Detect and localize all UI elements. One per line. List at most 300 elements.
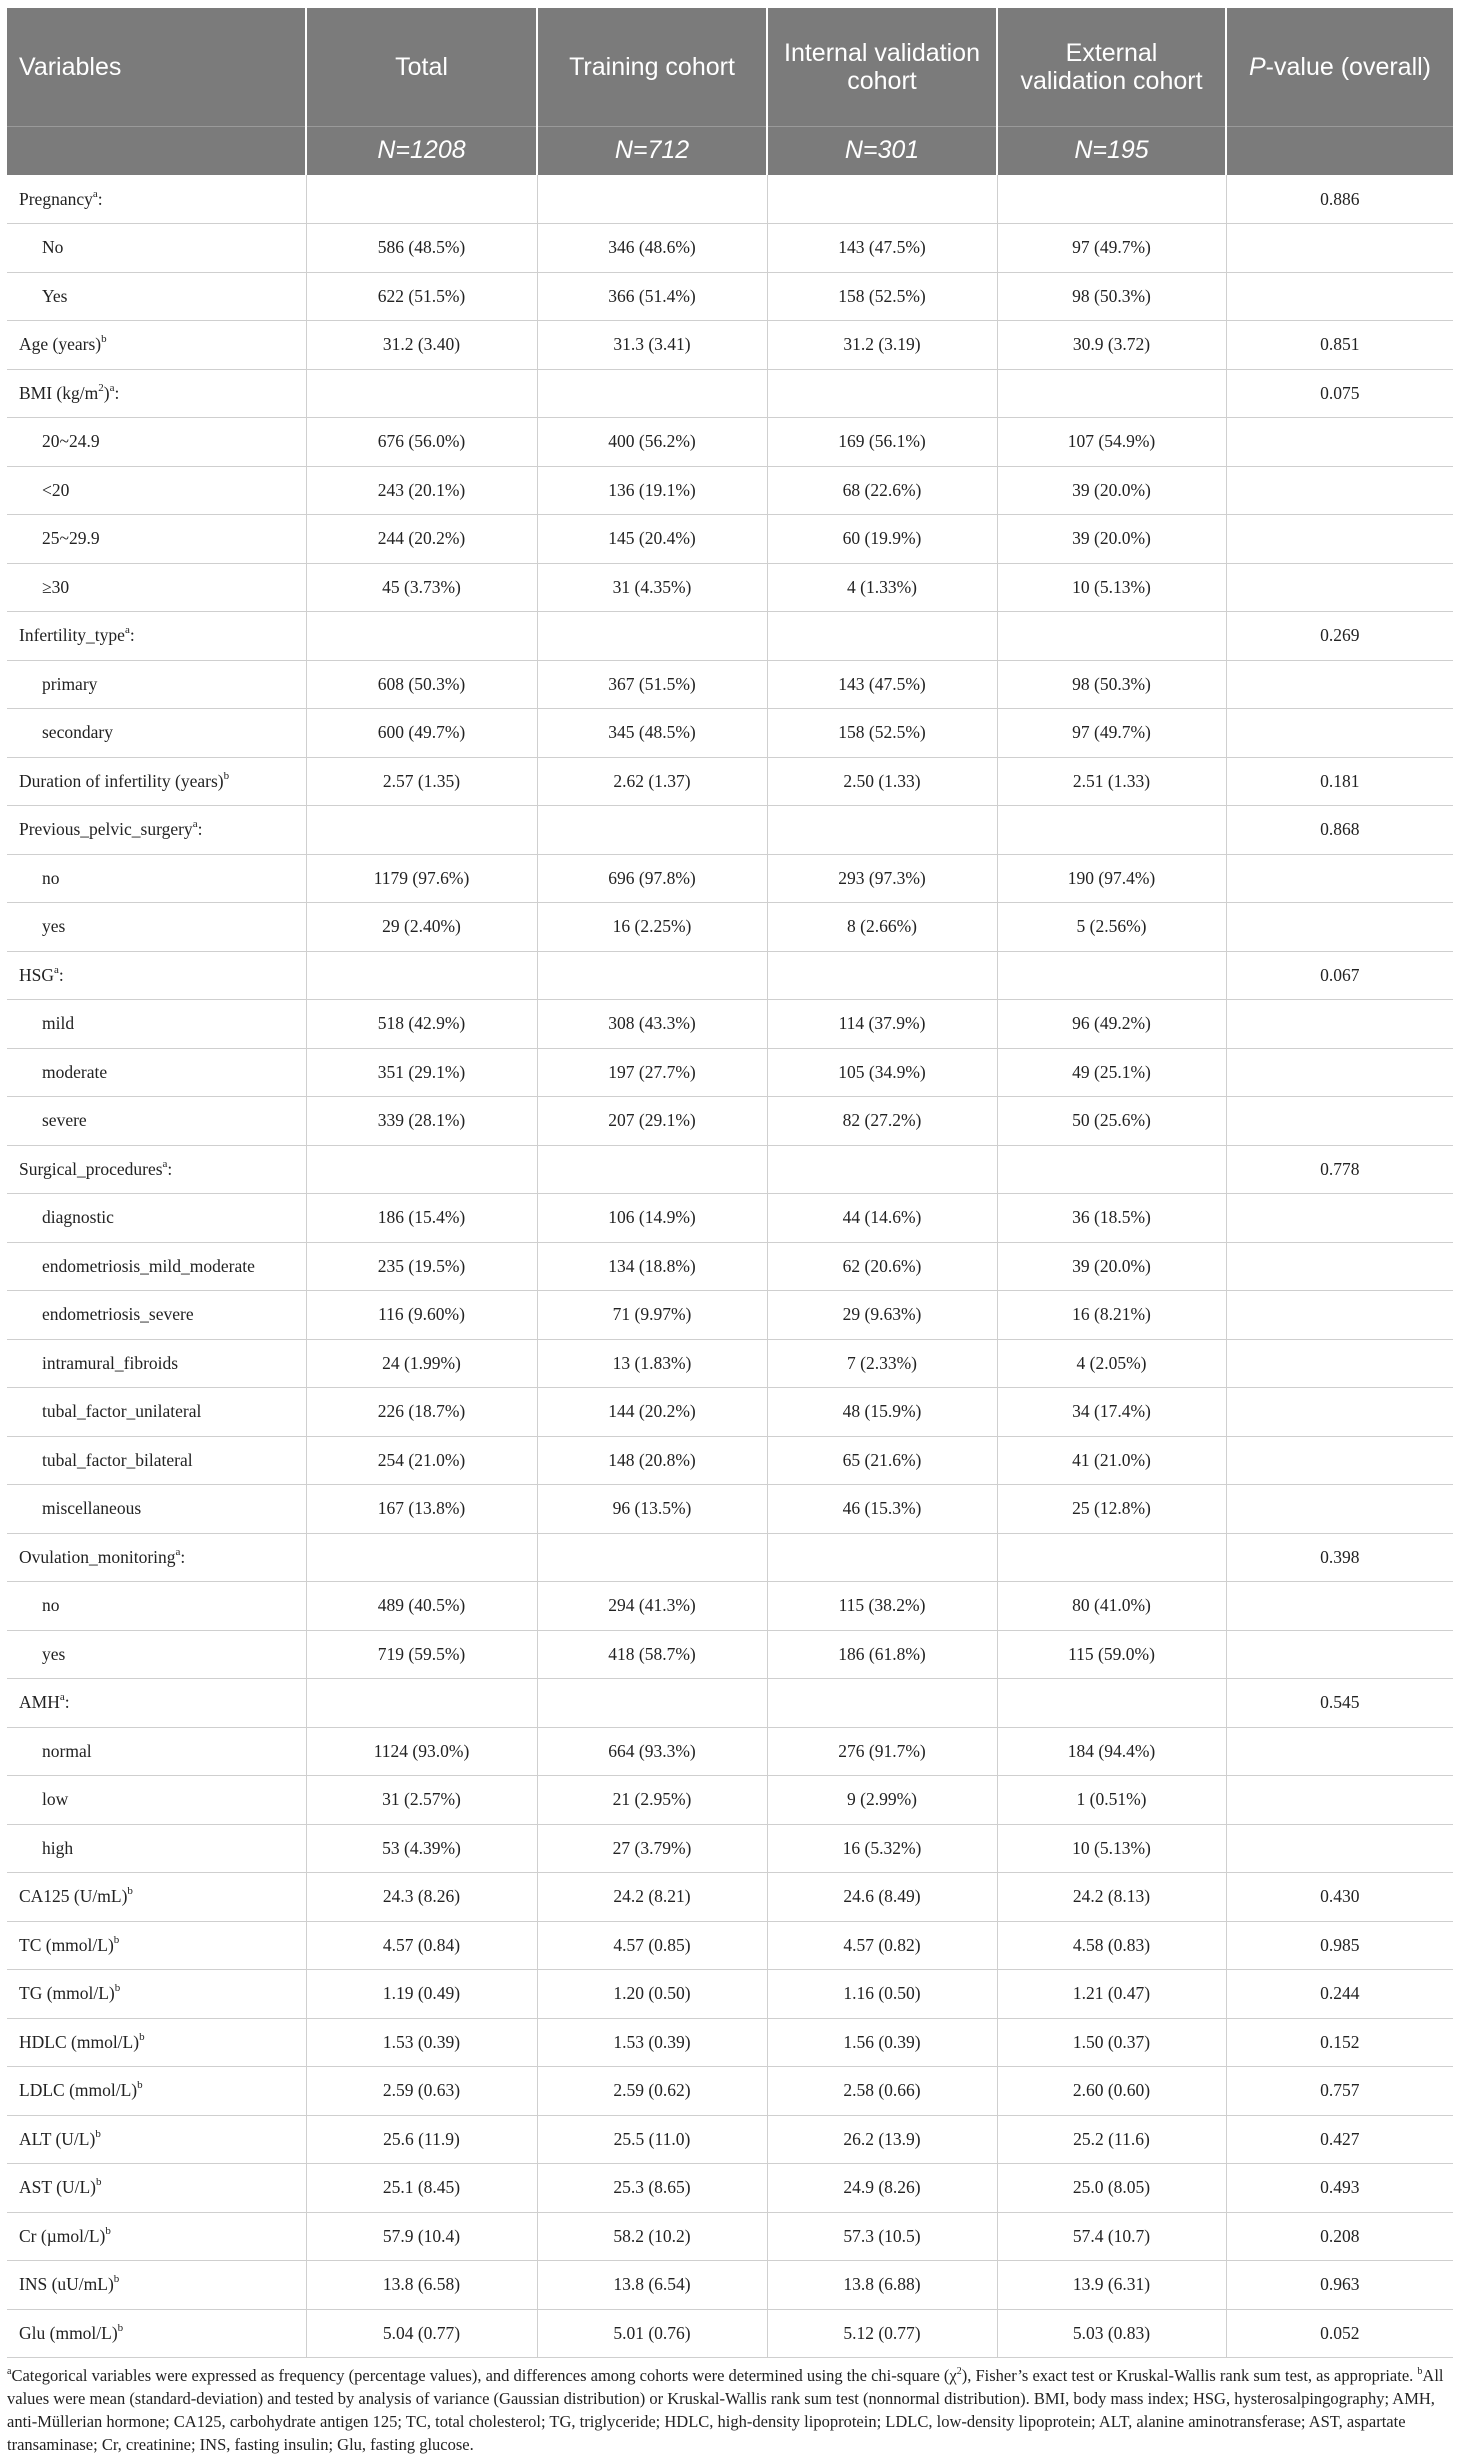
cell-training: 197 (27.7%) (537, 1048, 767, 1097)
row-label: normal (42, 1740, 92, 1761)
row-variable (7, 1533, 306, 1582)
cell-p: 0.398 (1226, 1533, 1453, 1582)
cell-external: 57.4 (10.7) (997, 2212, 1226, 2261)
row-label: high (42, 1837, 74, 1858)
cell-total (306, 806, 537, 855)
cell-total: 167 (13.8%) (306, 1485, 537, 1534)
cell-p: 0.963 (1226, 2261, 1453, 2310)
table-row (7, 1097, 1453, 1146)
row-label: primary (42, 673, 98, 694)
row-label-suffix: : (58, 964, 64, 985)
table-row (7, 1436, 1453, 1485)
cell-external: 4.58 (0.83) (997, 1921, 1226, 1970)
cell-external: 1.50 (0.37) (997, 2018, 1226, 2067)
header-internal-validation-cohort: Internal validation cohort (767, 8, 997, 126)
cell-internal: 158 (52.5%) (767, 709, 997, 758)
row-label-exponent: 2 (98, 381, 104, 394)
row-variable (7, 1194, 306, 1243)
row-label: AMH (19, 1692, 60, 1713)
cell-p (1226, 224, 1453, 273)
row-variable (7, 951, 306, 1000)
row-label: no (42, 867, 60, 888)
table-row (7, 2212, 1453, 2261)
cell-external: 4 (2.05%) (997, 1339, 1226, 1388)
row-label-suffix: : (167, 1158, 173, 1179)
footnote-a-text-1: Categorical variables were expressed as frequency (percentage values), and differences among cohorts were determined using the chi-square (χ (11, 2366, 957, 2385)
row-footnote-mark: b (137, 2079, 143, 2092)
cell-external (997, 951, 1226, 1000)
row-label: mild (42, 1013, 75, 1034)
row-variable (7, 2164, 306, 2213)
cell-external: 10 (5.13%) (997, 563, 1226, 612)
row-label: INS (uU/mL) (19, 2274, 114, 2295)
row-variable (7, 1582, 306, 1631)
row-variable (7, 660, 306, 709)
cell-p (1226, 272, 1453, 321)
row-footnote-mark: b (105, 2224, 111, 2237)
row-label: Glu (mmol/L) (19, 2322, 118, 2343)
baseline-characteristics-table (7, 8, 1453, 2358)
cell-training: 345 (48.5%) (537, 709, 767, 758)
cell-total (306, 1145, 537, 1194)
row-label: secondary (42, 722, 113, 743)
cell-total: 53 (4.39%) (306, 1824, 537, 1873)
row-variable (7, 1097, 306, 1146)
cell-training: 13.8 (6.54) (537, 2261, 767, 2310)
cell-p (1226, 1339, 1453, 1388)
row-variable (7, 466, 306, 515)
table-row (7, 951, 1453, 1000)
cell-internal: 46 (15.3%) (767, 1485, 997, 1534)
cell-total: 1.19 (0.49) (306, 1970, 537, 2019)
header-n-training: N=712 (537, 126, 767, 175)
row-label: Cr (µmol/L) (19, 2225, 106, 2246)
cell-internal (767, 1533, 997, 1582)
row-label: intramural_fibroids (42, 1352, 179, 1373)
cell-total: 24 (1.99%) (306, 1339, 537, 1388)
cell-external: 34 (17.4%) (997, 1388, 1226, 1437)
cell-p (1226, 709, 1453, 758)
row-footnote-mark: b (101, 333, 107, 346)
row-footnote-mark: b (95, 2176, 102, 2189)
table-row (7, 903, 1453, 952)
cell-external: 25 (12.8%) (997, 1485, 1226, 1534)
table-row (7, 2115, 1453, 2164)
row-variable (7, 2212, 306, 2261)
row-label: CA125 (U/mL) (19, 1886, 128, 1907)
row-label: LDLC (mmol/L) (19, 2080, 138, 2101)
row-variable (7, 1485, 306, 1534)
row-variable (7, 369, 306, 418)
cell-total: 226 (18.7%) (306, 1388, 537, 1437)
cell-internal: 143 (47.5%) (767, 660, 997, 709)
cell-p: 0.886 (1226, 175, 1453, 224)
cell-p (1226, 515, 1453, 564)
cell-training (537, 612, 767, 661)
cell-p (1226, 903, 1453, 952)
cell-internal: 26.2 (13.9) (767, 2115, 997, 2164)
table-row (7, 1388, 1453, 1437)
row-label: moderate (42, 1061, 108, 1082)
cell-internal: 169 (56.1%) (767, 418, 997, 467)
footnote-b-text: All values were mean (standard-deviation) and tested by analysis of variance (Gaussian distribution) or Kruskal-Wallis rank sum test (nonnormal distribution). BMI, body mass index; HSG, hysterosalpingography; AMH, anti-Müllerian hormone; CA125, carbohydrate antigen 125; TC, total cholesterol; TG, triglyceride; HDLC, high-density lipoprotein; LDLC, low-density lipoprotein; ALT, alanine aminotransferase; AST, aspartate transaminase; Cr, creatinine; INS, fasting insulin; Glu, fasting glucose. (7, 2366, 1444, 2454)
cell-internal: 114 (37.9%) (767, 1000, 997, 1049)
row-variable (7, 1291, 306, 1340)
cell-external: 5.03 (0.83) (997, 2309, 1226, 2358)
cell-internal: 24.9 (8.26) (767, 2164, 997, 2213)
cell-total: 24.3 (8.26) (306, 1873, 537, 1922)
cell-internal: 82 (27.2%) (767, 1097, 997, 1146)
cell-p: 0.052 (1226, 2309, 1453, 2358)
cell-total: 1.53 (0.39) (306, 2018, 537, 2067)
row-label: low (42, 1789, 69, 1810)
cell-internal (767, 806, 997, 855)
footnote-a-text-2: ), Fisher’s exact test or Kruskal-Wallis rank sum test, as appropriate. (961, 2366, 1418, 2385)
row-label: TG (mmol/L) (19, 1983, 115, 2004)
cell-total (306, 951, 537, 1000)
table-body (7, 175, 1453, 2358)
row-footnote-mark: b (127, 1885, 133, 1898)
cell-p: 0.851 (1226, 321, 1453, 370)
row-footnote-mark: a (92, 187, 98, 200)
cell-p: 0.430 (1226, 1873, 1453, 1922)
row-label: yes (42, 1643, 66, 1664)
cell-p: 0.067 (1226, 951, 1453, 1000)
cell-internal: 2.58 (0.66) (767, 2067, 997, 2116)
cell-training: 1.20 (0.50) (537, 1970, 767, 2019)
cell-external: 39 (20.0%) (997, 466, 1226, 515)
row-label: tubal_factor_bilateral (42, 1449, 193, 1470)
row-label: diagnostic (42, 1207, 114, 1228)
row-label: Ovulation_monitoring (19, 1546, 176, 1567)
table-row (7, 1000, 1453, 1049)
row-footnote-mark: a (124, 624, 130, 637)
cell-training: 96 (13.5%) (537, 1485, 767, 1534)
cell-total: 57.9 (10.4) (306, 2212, 537, 2261)
cell-total (306, 1533, 537, 1582)
table-row (7, 1194, 1453, 1243)
table-row (7, 1339, 1453, 1388)
cell-total: 2.57 (1.35) (306, 757, 537, 806)
cell-training: 696 (97.8%) (537, 854, 767, 903)
cell-p: 0.427 (1226, 2115, 1453, 2164)
cell-internal: 60 (19.9%) (767, 515, 997, 564)
cell-total: 339 (28.1%) (306, 1097, 537, 1146)
header-variables: Variables (7, 8, 306, 126)
row-variable (7, 418, 306, 467)
cell-external: 97 (49.7%) (997, 224, 1226, 273)
header-total: Total (306, 8, 537, 126)
row-footnote-mark: a (192, 818, 198, 831)
cell-external: 25.2 (11.6) (997, 2115, 1226, 2164)
cell-training (537, 951, 767, 1000)
cell-training: 25.3 (8.65) (537, 2164, 767, 2213)
row-variable (7, 1921, 306, 1970)
row-footnote-mark: b (95, 2127, 101, 2140)
table-row (7, 2018, 1453, 2067)
cell-total: 1124 (93.0%) (306, 1727, 537, 1776)
header-n-internal: N=301 (767, 126, 997, 175)
header-p-value (1226, 8, 1453, 126)
table-row (7, 1582, 1453, 1631)
row-label: 20~24.9 (42, 431, 100, 452)
header-training-cohort: Training cohort (537, 8, 767, 126)
table-row (7, 418, 1453, 467)
cell-p (1226, 1630, 1453, 1679)
cell-external: 50 (25.6%) (997, 1097, 1226, 1146)
cell-external: 13.9 (6.31) (997, 2261, 1226, 2310)
cell-external: 98 (50.3%) (997, 272, 1226, 321)
row-footnote-mark: b (223, 769, 230, 782)
cell-external (997, 175, 1226, 224)
table-row (7, 369, 1453, 418)
cell-total: 518 (42.9%) (306, 1000, 537, 1049)
cell-p (1226, 466, 1453, 515)
row-variable (7, 2309, 306, 2358)
row-label: endometriosis_mild_moderate (42, 1255, 255, 1276)
row-variable (7, 2261, 306, 2310)
table-row (7, 1145, 1453, 1194)
table-row (7, 515, 1453, 564)
cell-external: 96 (49.2%) (997, 1000, 1226, 1049)
cell-training: 25.5 (11.0) (537, 2115, 767, 2164)
cell-total (306, 369, 537, 418)
table-footnote (7, 2364, 1453, 2456)
row-variable (7, 1679, 306, 1728)
row-variable (7, 612, 306, 661)
cell-external: 5 (2.56%) (997, 903, 1226, 952)
row-variable (7, 1388, 306, 1437)
header-n-total: N=1208 (306, 126, 537, 175)
row-label: <20 (42, 479, 70, 500)
cell-p (1226, 1000, 1453, 1049)
row-variable (7, 757, 306, 806)
row-label-suffix: : (64, 1692, 70, 1713)
header-n-blank (7, 126, 306, 175)
cell-training: 136 (19.1%) (537, 466, 767, 515)
cell-total: 13.8 (6.58) (306, 2261, 537, 2310)
cell-training: 664 (93.3%) (537, 1727, 767, 1776)
row-label: 25~29.9 (42, 528, 100, 549)
table-row (7, 1873, 1453, 1922)
cell-total: 45 (3.73%) (306, 563, 537, 612)
row-label: severe (42, 1110, 87, 1131)
cell-internal: 276 (91.7%) (767, 1727, 997, 1776)
cell-total: 5.04 (0.77) (306, 2309, 537, 2358)
cell-internal (767, 951, 997, 1000)
row-label: BMI (kg/m (19, 382, 99, 403)
cell-total: 25.1 (8.45) (306, 2164, 537, 2213)
cell-p (1226, 1776, 1453, 1825)
cell-internal: 1.56 (0.39) (767, 2018, 997, 2067)
cell-internal: 2.50 (1.33) (767, 757, 997, 806)
header-n-p-blank (1226, 126, 1453, 175)
cell-training: 308 (43.3%) (537, 1000, 767, 1049)
row-variable (7, 1048, 306, 1097)
row-label: Previous_pelvic_surgery (19, 819, 193, 840)
cell-training: 2.59 (0.62) (537, 2067, 767, 2116)
cell-p (1226, 563, 1453, 612)
cell-total: 489 (40.5%) (306, 1582, 537, 1631)
cell-external (997, 369, 1226, 418)
table-row (7, 1048, 1453, 1097)
cell-internal: 158 (52.5%) (767, 272, 997, 321)
row-variable (7, 563, 306, 612)
cell-training: 134 (18.8%) (537, 1242, 767, 1291)
cell-training: 58.2 (10.2) (537, 2212, 767, 2261)
cell-internal: 5.12 (0.77) (767, 2309, 997, 2358)
cell-internal (767, 1679, 997, 1728)
cell-training: 27 (3.79%) (537, 1824, 767, 1873)
row-footnote-mark: b (113, 2273, 120, 2286)
cell-training: 21 (2.95%) (537, 1776, 767, 1825)
cell-external: 107 (54.9%) (997, 418, 1226, 467)
table-row (7, 2309, 1453, 2358)
cell-internal: 1.16 (0.50) (767, 1970, 997, 2019)
cell-total (306, 612, 537, 661)
cell-p: 0.208 (1226, 2212, 1453, 2261)
cell-external: 80 (41.0%) (997, 1582, 1226, 1631)
table-row (7, 224, 1453, 273)
cell-external (997, 1145, 1226, 1194)
cell-p: 0.868 (1226, 806, 1453, 855)
cell-internal: 4.57 (0.82) (767, 1921, 997, 1970)
row-variable (7, 321, 306, 370)
cell-external: 1 (0.51%) (997, 1776, 1226, 1825)
cell-external: 10 (5.13%) (997, 1824, 1226, 1873)
row-variable (7, 709, 306, 758)
row-footnote-mark: a (109, 381, 115, 394)
cell-training: 367 (51.5%) (537, 660, 767, 709)
table-row (7, 2164, 1453, 2213)
cell-training: 106 (14.9%) (537, 1194, 767, 1243)
row-label: no (42, 1595, 60, 1616)
table-row (7, 1485, 1453, 1534)
cell-training: 145 (20.4%) (537, 515, 767, 564)
cell-total: 243 (20.1%) (306, 466, 537, 515)
row-label: endometriosis_severe (42, 1304, 194, 1325)
header-n-row (7, 126, 1453, 175)
cell-total: 235 (19.5%) (306, 1242, 537, 1291)
cell-training: 144 (20.2%) (537, 1388, 767, 1437)
footnote-a-mark: a (7, 2365, 12, 2377)
cell-internal (767, 369, 997, 418)
cell-training: 418 (58.7%) (537, 1630, 767, 1679)
row-label-suffix: : (97, 188, 103, 209)
row-variable (7, 272, 306, 321)
table-header (7, 8, 1453, 175)
row-label-tail: ) (103, 382, 110, 403)
row-footnote-mark: b (117, 2321, 124, 2334)
cell-internal: 186 (61.8%) (767, 1630, 997, 1679)
cell-external: 97 (49.7%) (997, 709, 1226, 758)
cell-external (997, 1679, 1226, 1728)
cell-total: 600 (49.7%) (306, 709, 537, 758)
header-n-external: N=195 (997, 126, 1226, 175)
row-label-suffix: : (129, 625, 135, 646)
table-row (7, 1824, 1453, 1873)
cell-internal (767, 612, 997, 661)
cell-external: 39 (20.0%) (997, 515, 1226, 564)
row-variable (7, 2018, 306, 2067)
cell-total: 622 (51.5%) (306, 272, 537, 321)
row-variable (7, 2115, 306, 2164)
row-label: AST (U/L) (19, 2177, 96, 2198)
cell-internal: 13.8 (6.88) (767, 2261, 997, 2310)
cell-internal: 105 (34.9%) (767, 1048, 997, 1097)
table-row (7, 466, 1453, 515)
row-label: HDLC (mmol/L) (19, 2031, 140, 2052)
cell-p (1226, 1436, 1453, 1485)
cell-training (537, 806, 767, 855)
row-label: miscellaneous (42, 1498, 142, 1519)
cell-training: 16 (2.25%) (537, 903, 767, 952)
cell-training: 294 (41.3%) (537, 1582, 767, 1631)
row-label-suffix: : (180, 1546, 186, 1567)
cell-p (1226, 854, 1453, 903)
row-variable (7, 854, 306, 903)
row-variable (7, 1630, 306, 1679)
cell-total: 116 (9.60%) (306, 1291, 537, 1340)
cell-training: 31 (4.35%) (537, 563, 767, 612)
row-variable (7, 1727, 306, 1776)
row-label: Duration of infertility (years) (19, 770, 224, 791)
footnote-a-sup: 2 (956, 2365, 962, 2377)
row-label: HSG (19, 964, 55, 985)
cell-total (306, 175, 537, 224)
cell-training: 5.01 (0.76) (537, 2309, 767, 2358)
cell-p (1226, 1485, 1453, 1534)
row-label: yes (42, 916, 66, 937)
cell-total: 31 (2.57%) (306, 1776, 537, 1825)
cell-internal: 44 (14.6%) (767, 1194, 997, 1243)
cell-training: 366 (51.4%) (537, 272, 767, 321)
cell-training: 24.2 (8.21) (537, 1873, 767, 1922)
header-p-rest: -value (overall) (1265, 52, 1432, 81)
row-variable (7, 224, 306, 273)
table-row (7, 563, 1453, 612)
row-footnote-mark: a (162, 1157, 168, 1170)
cell-internal: 68 (22.6%) (767, 466, 997, 515)
row-footnote-mark: b (113, 1933, 120, 1946)
row-label: ALT (U/L) (19, 2128, 96, 2149)
table-row (7, 1533, 1453, 1582)
cell-external: 2.60 (0.60) (997, 2067, 1226, 2116)
row-label-suffix: : (197, 819, 203, 840)
row-variable (7, 1776, 306, 1825)
row-variable (7, 2067, 306, 2116)
cell-p: 0.545 (1226, 1679, 1453, 1728)
cell-internal: 29 (9.63%) (767, 1291, 997, 1340)
cell-internal (767, 175, 997, 224)
cell-p: 0.152 (1226, 2018, 1453, 2067)
cell-internal: 4 (1.33%) (767, 563, 997, 612)
cell-external: 49 (25.1%) (997, 1048, 1226, 1097)
row-label: No (42, 237, 64, 258)
cell-training (537, 1145, 767, 1194)
cell-external: 39 (20.0%) (997, 1242, 1226, 1291)
cell-external: 36 (18.5%) (997, 1194, 1226, 1243)
row-label: ≥30 (42, 576, 70, 597)
cell-external: 25.0 (8.05) (997, 2164, 1226, 2213)
cell-external: 184 (94.4%) (997, 1727, 1226, 1776)
table-row (7, 854, 1453, 903)
cell-external: 115 (59.0%) (997, 1630, 1226, 1679)
row-variable (7, 903, 306, 952)
cell-internal (767, 1145, 997, 1194)
table-row (7, 321, 1453, 370)
cell-training: 207 (29.1%) (537, 1097, 767, 1146)
